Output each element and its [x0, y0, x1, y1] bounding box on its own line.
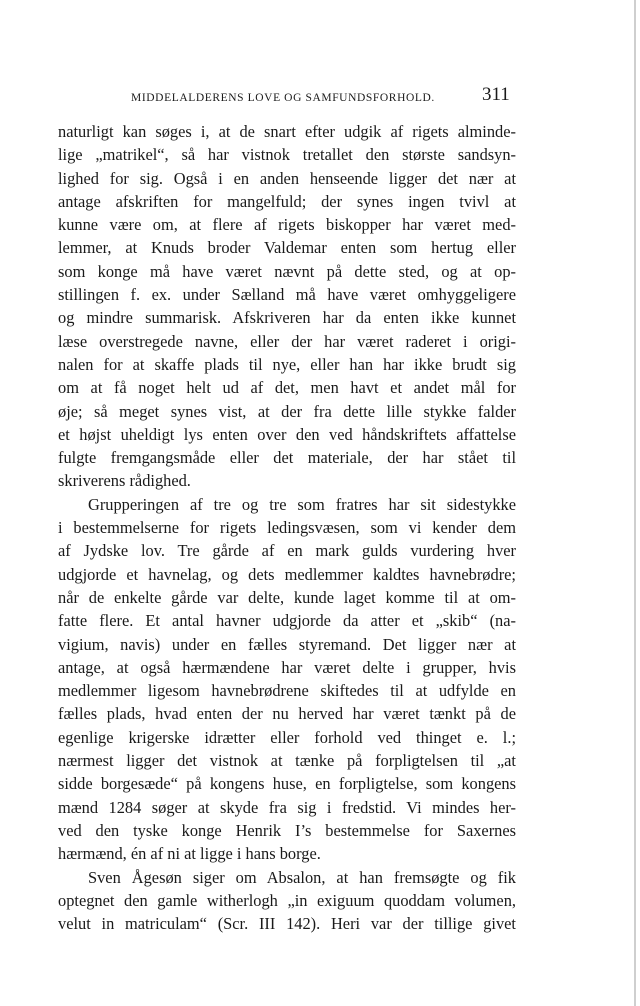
text-line: nalen for at skaffe plads til nye, eller han har ikke brudt sig — [58, 354, 516, 374]
text-line: lighed for sig. Også i en anden henseende ligger det nær at — [58, 168, 516, 188]
text-line: mænd 1284 søger at skyde fra sig i fredstid. Vi mindes her- — [58, 797, 516, 817]
text-line: fatte flere. Et antal havner udgjorde da atter et „skib“ (na- — [58, 611, 516, 631]
text-line: som konge må have været nævnt på dette sted, og at op- — [58, 261, 516, 281]
text-line: og mindre summarisk. Afskriveren har da enten ikke kunnet — [58, 308, 516, 328]
page-number: 311 — [482, 84, 510, 105]
text-line: fælles plads, hvad enten der nu herved har været tænkt på de — [58, 704, 516, 724]
text-line: naturligt kan søges i, at de snart efter udgik af rigets alminde- — [58, 122, 516, 141]
text-line: et højst uheldigt lys enten over den ved håndskriftets affattelse — [58, 424, 516, 444]
text-line: nærmest ligger det vistnok at tænke på forpligtelsen til „at — [58, 751, 516, 771]
body-text — [58, 120, 516, 935]
text-line: når de enkelte gårde var delte, kunde laget komme til at om- — [58, 587, 516, 607]
text-line: stillingen f. ex. under Sælland må have været omhyggeligere — [58, 285, 516, 305]
text-line: om at få noget helt ud af det, men havt et andet mål for — [58, 378, 516, 398]
text-line: kunne være om, at flere af rigets biskopper har været med- — [58, 215, 516, 235]
text-line: vigium, navis) under en fælles styremand. Det ligger nær at — [58, 634, 516, 654]
text-line: optegnet den gamle witherlogh „in exiguum quoddam volumen, — [58, 890, 516, 910]
paragraph-first-line: Grupperingen af tre og tre som fratres har sit sidestykke — [88, 494, 516, 514]
text-line: fulgte fremgangsmåde eller det materiale, der har stået til — [58, 448, 516, 468]
paragraph-first-line: Sven Ågesøn siger om Absalon, at han fremsøgte og fik — [88, 867, 516, 887]
text-line: udgjorde et havnelag, og dets medlemmer kaldtes havnebrødre; — [58, 564, 516, 584]
text-line: velut in matriculam“ (Scr. III 142). Heri var der tillige givet — [58, 914, 516, 934]
page-header — [0, 84, 640, 108]
text-line: lemmer, at Knuds broder Valdemar enten som hertug eller — [58, 238, 516, 258]
text-line: ved den tyske konge Henrik I’s bestemmelse for Saxernes — [58, 820, 516, 840]
paragraph-last-line: hærmænd, én af ni at ligge i hans borge. — [58, 844, 321, 864]
paragraph-last-line: skriverens rådighed. — [58, 471, 191, 491]
text-line: medlemmer ligesom havnebrødrene skiftedes til at udfylde en — [58, 681, 516, 701]
text-line: sidde borgesæde“ på kongens huse, en forpligtelse, som kongens — [58, 774, 516, 794]
page-edge — [634, 0, 636, 1006]
text-line: af Jydske lov. Tre gårde af en mark gulds vurdering hver — [58, 541, 516, 561]
text-line: lige „matrikel“, så har vistnok tretallet den største sandsyn- — [58, 145, 516, 165]
text-line: antage, at også hærmændene har været delte i grupper, hvis — [58, 657, 516, 677]
text-line: egenlige krigerske idrætter eller forhold ved thinget e. l.; — [58, 727, 516, 747]
text-line: læse overstregede navne, eller der har været raderet i origi- — [58, 331, 516, 351]
text-line: øje; så meget synes vist, at der fra dette lille stykke falder — [58, 401, 516, 421]
text-line: antage afskriften for mangelfuld; der synes ingen tvivl at — [58, 191, 516, 211]
running-head: MIDDELALDERENS LOVE OG SAMFUNDSFORHOLD. — [131, 92, 435, 104]
text-line: i bestemmelserne for rigets ledingsvæsen, som vi kender dem — [58, 518, 516, 538]
